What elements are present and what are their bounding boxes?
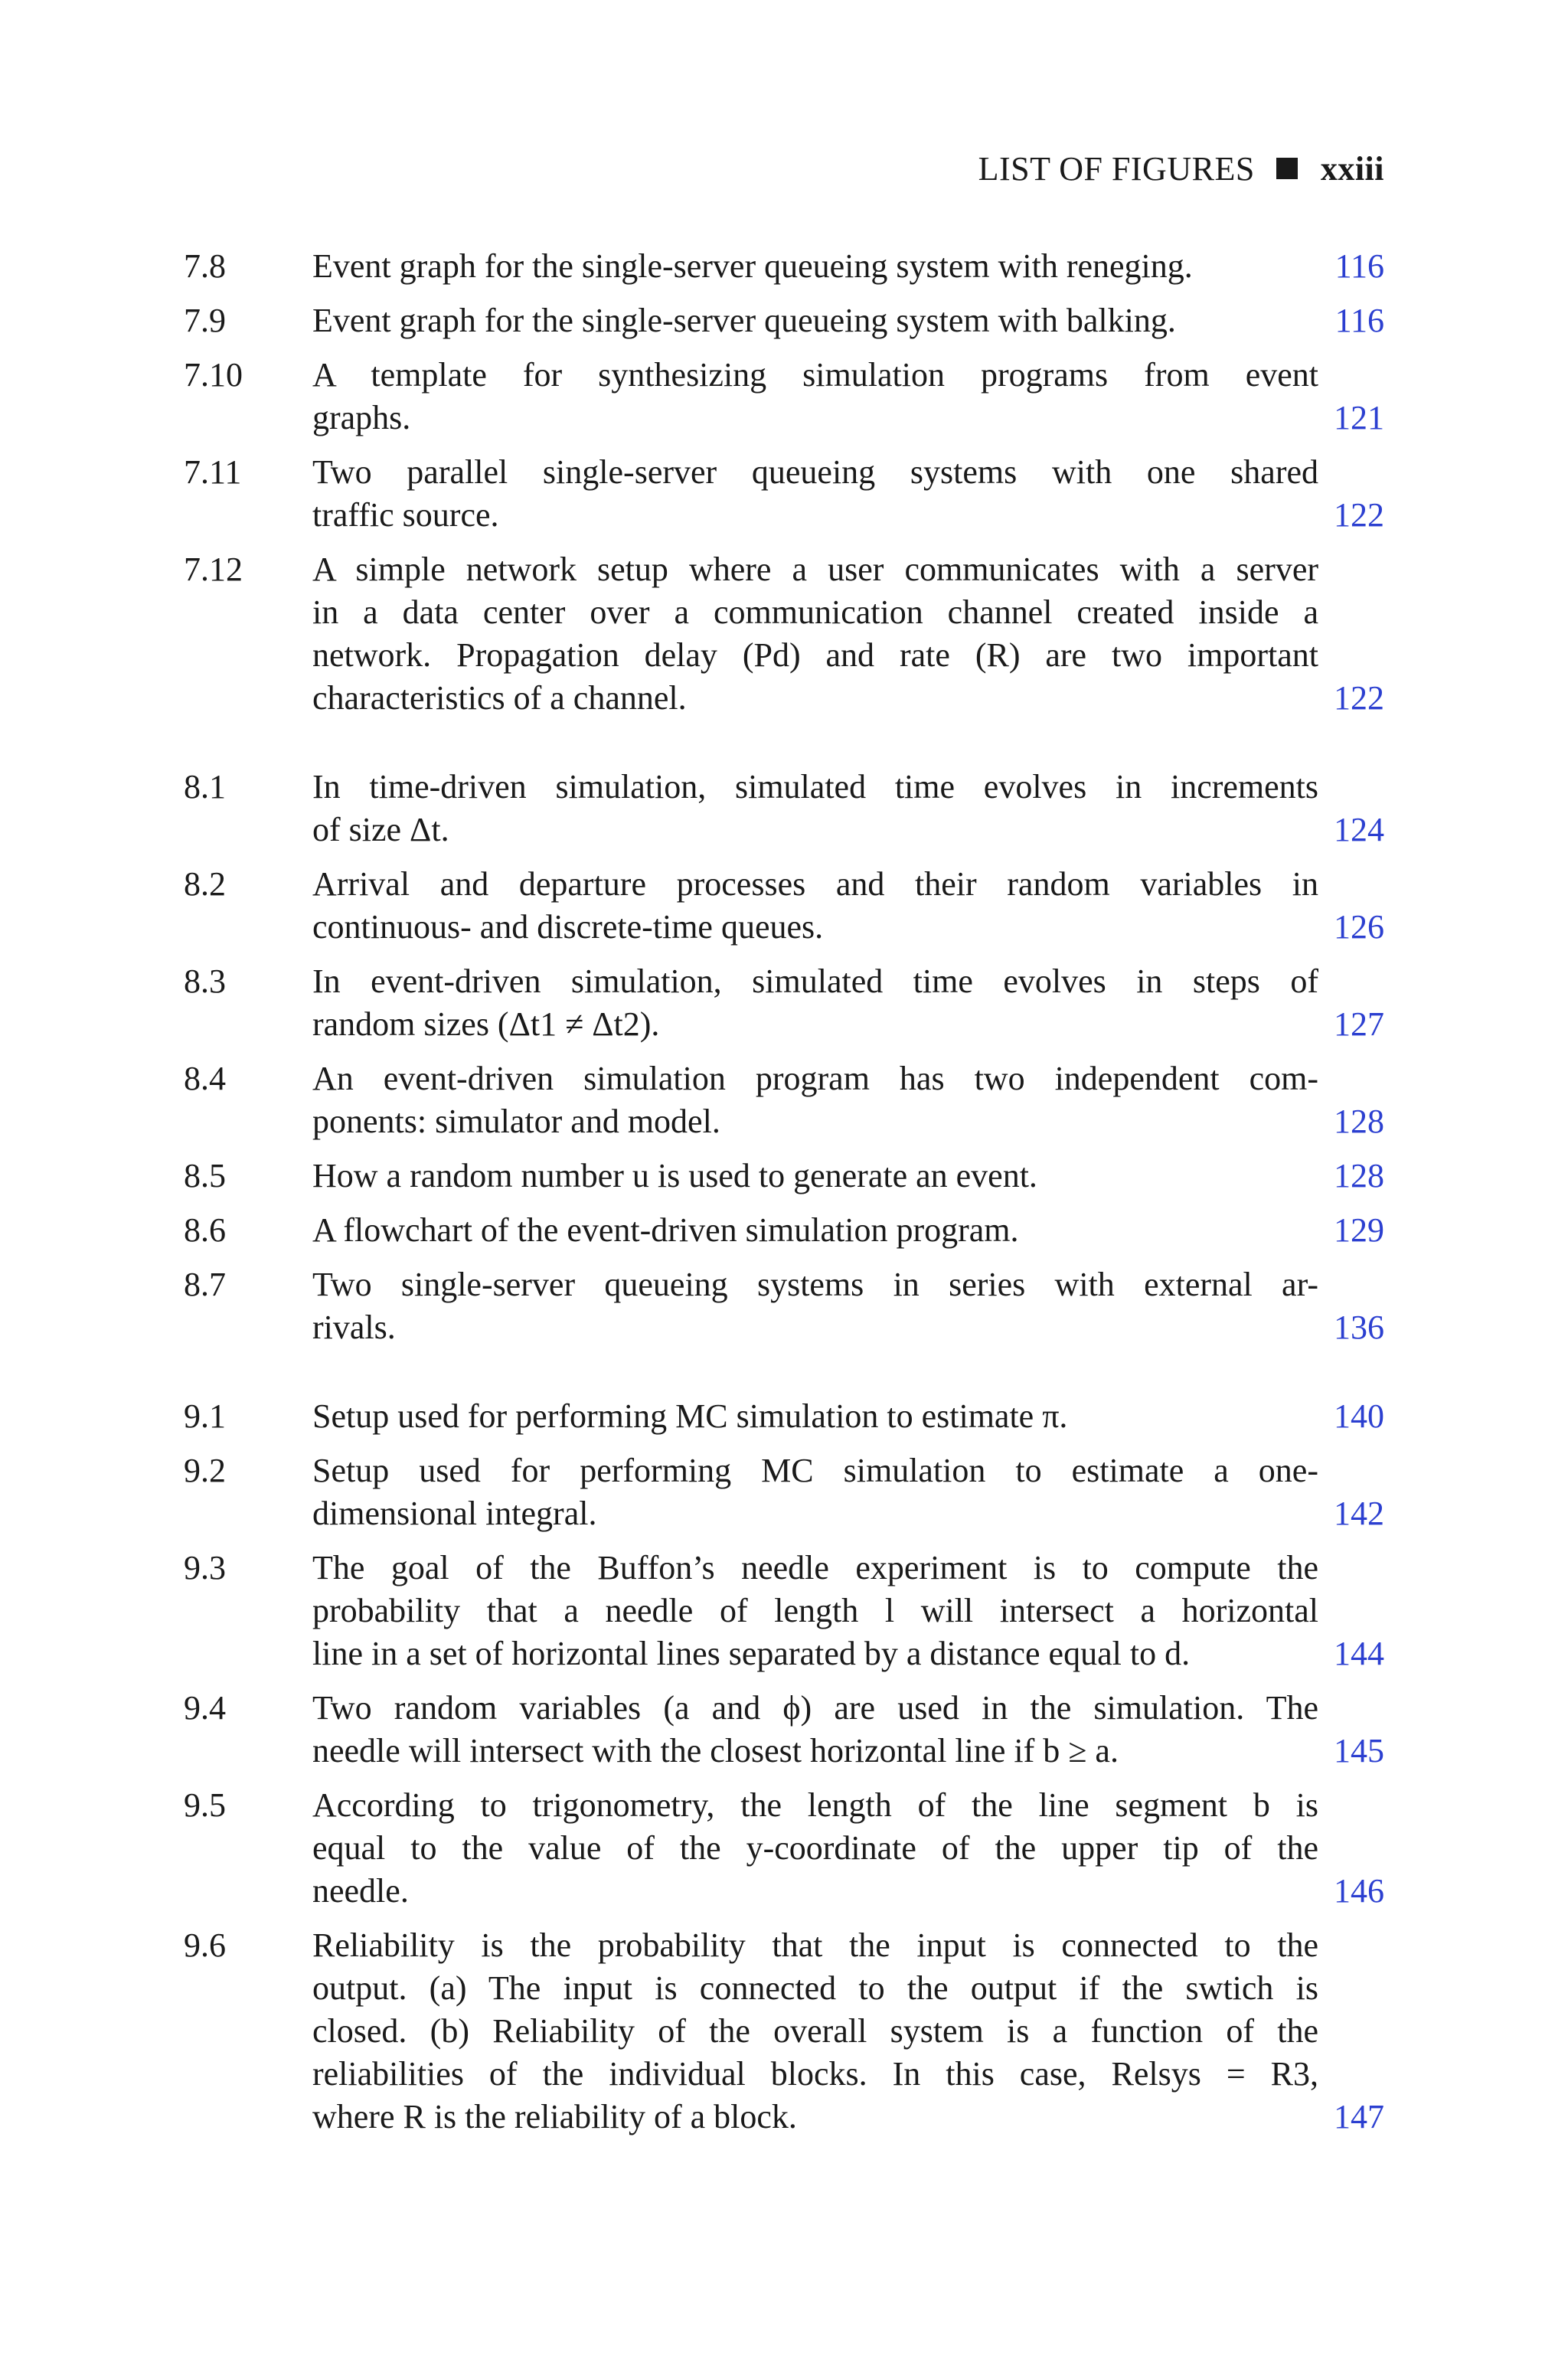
- list-item: [184, 863, 1384, 949]
- figure-number: 9.2: [184, 1452, 226, 1489]
- list-item: [184, 299, 1384, 342]
- caption-text: random sizes (Δt1 ≠ Δt2).: [312, 1005, 660, 1043]
- page-link[interactable]: 127: [1334, 1005, 1384, 1043]
- figure-caption: [312, 1924, 1384, 2139]
- caption-line: [312, 1547, 1384, 1590]
- caption-text: continuous- and discrete-time queues.: [312, 908, 824, 946]
- caption-line: [312, 1967, 1384, 2010]
- caption-text: Reliability is the probability that the input is connected to the: [312, 1926, 1318, 1964]
- figure-number: 7.11: [184, 453, 242, 491]
- list-item: [184, 1547, 1384, 1675]
- caption-text: traffic source.: [312, 496, 499, 534]
- page-link[interactable]: 121: [1334, 399, 1384, 436]
- page-link[interactable]: 128: [1334, 1157, 1384, 1194]
- figure-number: 9.6: [184, 1926, 226, 1964]
- figure-caption: [312, 1449, 1384, 1535]
- page-link[interactable]: 144: [1334, 1635, 1384, 1672]
- caption-text: ponents: simulator and model.: [312, 1103, 720, 1140]
- caption-line: [312, 863, 1384, 906]
- caption-line: [312, 1784, 1384, 1827]
- caption-text: graphs.: [312, 399, 411, 436]
- caption-line: [312, 1632, 1384, 1675]
- caption-text: Two single-server queueing systems in series with external ar-: [312, 1266, 1318, 1303]
- page-link[interactable]: 124: [1334, 811, 1384, 848]
- figure-caption: [312, 1784, 1384, 1913]
- list-item: [184, 1263, 1384, 1349]
- caption-line: [312, 906, 1384, 949]
- list-item: [184, 1395, 1384, 1438]
- list-item: [184, 1449, 1384, 1535]
- page-link[interactable]: 122: [1334, 496, 1384, 534]
- list-item: [184, 766, 1384, 851]
- figure-number: 7.9: [184, 302, 226, 339]
- figure-number: 9.1: [184, 1397, 226, 1435]
- caption-line: [312, 766, 1384, 809]
- figure-caption: [312, 1547, 1384, 1675]
- caption-text: Two parallel single-server queueing systems with one shared: [312, 453, 1318, 491]
- caption-text: In event-driven simulation, simulated time evolves in steps of: [312, 962, 1318, 1000]
- caption-line: [312, 591, 1384, 634]
- figure-number: 7.8: [184, 247, 226, 285]
- caption-line: [312, 397, 1384, 439]
- list-item: [184, 1209, 1384, 1252]
- caption-text: dimensional integral.: [312, 1495, 597, 1532]
- figure-number: 8.3: [184, 962, 226, 1000]
- caption-text: A flowchart of the event-driven simulation program.: [312, 1211, 1019, 1249]
- caption-line: [312, 1209, 1384, 1252]
- list-item: [184, 451, 1384, 537]
- caption-text: A template for synthesizing simulation programs from event: [312, 356, 1318, 394]
- caption-text: characteristics of a channel.: [312, 679, 687, 717]
- figure-group: [184, 766, 1384, 1349]
- list-item: [184, 1924, 1384, 2139]
- figure-caption: [312, 1263, 1384, 1349]
- caption-text: in a data center over a communication channel created inside a: [312, 593, 1318, 631]
- list-item: [184, 548, 1384, 720]
- figure-number: 7.12: [184, 551, 243, 588]
- list-item: [184, 245, 1384, 288]
- caption-line: [312, 245, 1384, 288]
- caption-line: [312, 1003, 1384, 1046]
- figure-number: 9.5: [184, 1786, 226, 1824]
- page-link[interactable]: 126: [1334, 908, 1384, 946]
- list-of-figures: [184, 245, 1384, 2184]
- caption-line: [312, 960, 1384, 1003]
- caption-line: [312, 634, 1384, 677]
- page-link[interactable]: 145: [1334, 1732, 1384, 1769]
- page-link[interactable]: 122: [1334, 679, 1384, 717]
- caption-text: needle.: [312, 1872, 409, 1910]
- caption-text: In time-driven simulation, simulated time evolves in increments: [312, 768, 1318, 805]
- running-title: LIST OF FIGURES: [978, 149, 1255, 188]
- caption-line: [312, 1155, 1384, 1198]
- page-link[interactable]: 146: [1334, 1872, 1384, 1910]
- caption-text: How a random number u is used to generate an event.: [312, 1157, 1037, 1194]
- figure-caption: [312, 299, 1384, 342]
- caption-text: of size Δt.: [312, 811, 449, 848]
- caption-text: A simple network setup where a user communicates with a server: [312, 551, 1318, 588]
- caption-text: equal to the value of the y-coordinate of the upper tip of the: [312, 1829, 1318, 1867]
- square-bullet-icon: [1276, 158, 1298, 179]
- figure-caption: [312, 1209, 1384, 1252]
- page-link[interactable]: 147: [1334, 2098, 1384, 2135]
- page-link[interactable]: 136: [1334, 1309, 1384, 1346]
- caption-text: probability that a needle of length l will intersect a horizontal: [312, 1592, 1318, 1629]
- caption-text: Event graph for the single-server queueing system with balking.: [312, 302, 1176, 339]
- figure-caption: [312, 451, 1384, 537]
- figure-caption: [312, 1155, 1384, 1198]
- caption-line: [312, 1057, 1384, 1100]
- page-link[interactable]: 128: [1334, 1103, 1384, 1140]
- caption-text: rivals.: [312, 1309, 396, 1346]
- caption-line: [312, 1590, 1384, 1632]
- figure-number: 9.3: [184, 1549, 226, 1586]
- caption-line: [312, 1870, 1384, 1913]
- caption-line: [312, 299, 1384, 342]
- figure-number: 8.5: [184, 1157, 226, 1194]
- page-number: xxiii: [1320, 149, 1384, 188]
- page-link[interactable]: 116: [1334, 302, 1384, 339]
- caption-line: [312, 2096, 1384, 2139]
- list-item: [184, 1687, 1384, 1773]
- caption-text: needle will intersect with the closest horizontal line if b ≥ a.: [312, 1732, 1119, 1769]
- list-item: [184, 960, 1384, 1046]
- page-header: [978, 145, 1384, 191]
- page-link[interactable]: 116: [1334, 247, 1384, 285]
- caption-line: [312, 1306, 1384, 1349]
- caption-text: line in a set of horizontal lines separated by a distance equal to d.: [312, 1635, 1191, 1672]
- caption-line: [312, 354, 1384, 397]
- figure-caption: [312, 1057, 1384, 1143]
- caption-line: [312, 1395, 1384, 1438]
- figure-group: [184, 1395, 1384, 2139]
- caption-line: [312, 1449, 1384, 1492]
- caption-line: [312, 1924, 1384, 1967]
- caption-line: [312, 1100, 1384, 1143]
- caption-line: [312, 1263, 1384, 1306]
- figure-caption: [312, 354, 1384, 439]
- caption-line: [312, 2010, 1384, 2053]
- list-item: [184, 1057, 1384, 1143]
- figure-caption: [312, 960, 1384, 1046]
- caption-text: According to trigonometry, the length of the line segment b is: [312, 1786, 1318, 1824]
- figure-caption: [312, 1687, 1384, 1773]
- page-link[interactable]: 140: [1334, 1397, 1384, 1435]
- figure-caption: [312, 548, 1384, 720]
- list-item: [184, 1155, 1384, 1198]
- caption-line: [312, 1687, 1384, 1730]
- figure-group: [184, 245, 1384, 720]
- caption-line: [312, 2053, 1384, 2096]
- figure-number: 7.10: [184, 356, 243, 394]
- figure-number: 8.6: [184, 1211, 226, 1249]
- caption-text: Setup used for performing MC simulation to estimate π.: [312, 1397, 1068, 1435]
- figure-number: 8.1: [184, 768, 226, 805]
- caption-text: The goal of the Buffon’s needle experiment is to compute the: [312, 1549, 1318, 1586]
- caption-text: output. (a) The input is connected to the output if the swtich is: [312, 1969, 1318, 2007]
- caption-line: [312, 451, 1384, 494]
- caption-text: network. Propagation delay (Pd) and rate (R) are two important: [312, 636, 1318, 674]
- figure-caption: [312, 245, 1384, 288]
- figure-caption: [312, 1395, 1384, 1438]
- caption-text: An event-driven simulation program has two independent com-: [312, 1060, 1318, 1097]
- page-link[interactable]: 142: [1334, 1495, 1384, 1532]
- list-item: [184, 354, 1384, 439]
- caption-text: Arrival and departure processes and their random variables in: [312, 865, 1318, 903]
- caption-line: [312, 548, 1384, 591]
- caption-line: [312, 1492, 1384, 1535]
- figure-number: 8.7: [184, 1266, 226, 1303]
- caption-line: [312, 809, 1384, 851]
- caption-text: where R is the reliability of a block.: [312, 2098, 797, 2135]
- figure-number: 8.2: [184, 865, 226, 903]
- figure-caption: [312, 766, 1384, 851]
- caption-line: [312, 677, 1384, 720]
- figure-caption: [312, 863, 1384, 949]
- caption-line: [312, 494, 1384, 537]
- list-item: [184, 1784, 1384, 1913]
- caption-line: [312, 1827, 1384, 1870]
- caption-text: reliabilities of the individual blocks. In this case, Relsys = R3,: [312, 2055, 1318, 2093]
- caption-text: Event graph for the single-server queueing system with reneging.: [312, 247, 1193, 285]
- page-link[interactable]: 129: [1334, 1211, 1384, 1249]
- caption-line: [312, 1730, 1384, 1773]
- caption-text: Setup used for performing MC simulation to estimate a one-: [312, 1452, 1318, 1489]
- figure-number: 9.4: [184, 1689, 226, 1727]
- figure-number: 8.4: [184, 1060, 226, 1097]
- caption-text: closed. (b) Reliability of the overall system is a function of the: [312, 2012, 1318, 2050]
- caption-text: Two random variables (a and ϕ) are used in the simulation. The: [312, 1689, 1318, 1727]
